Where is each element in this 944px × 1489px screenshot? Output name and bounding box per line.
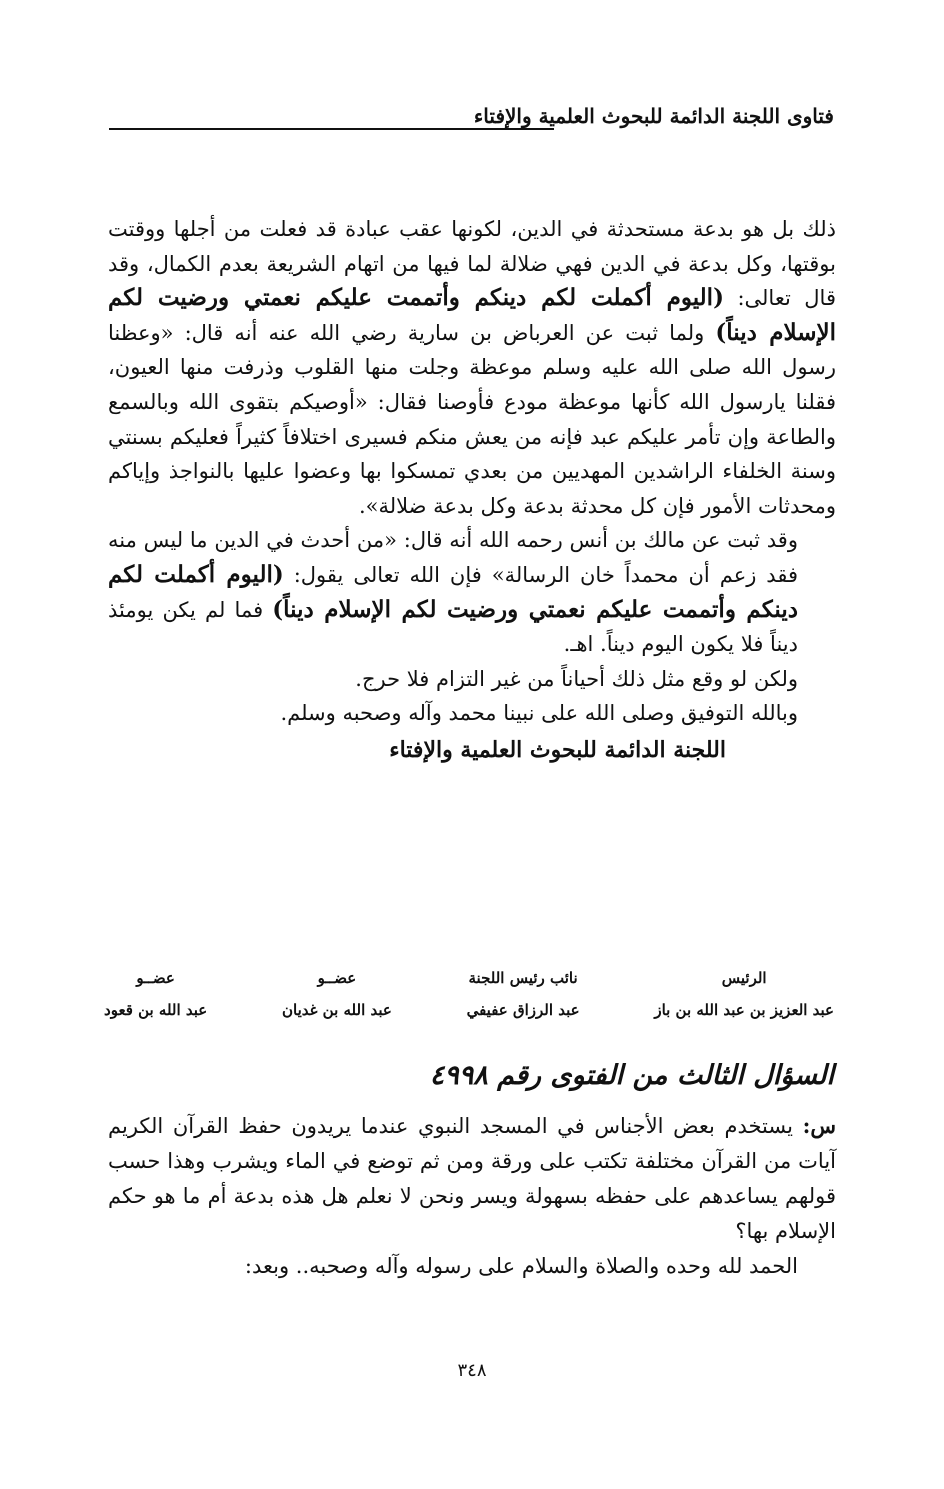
fatwa-body [108,212,836,767]
signature-name: عبد العزيز بن عبد الله بن باز [654,1001,834,1019]
signature-vice-president [467,962,580,1026]
committee-name: اللجنة الدائمة للبحوث العلمية والإفتاء [389,736,726,763]
signature-role: الرئيس [721,969,767,987]
signature-name: عبد الله بن قعود [104,1001,208,1019]
running-header [109,104,834,138]
paragraph-3: ولكن لو وقع مثل ذلك أحياناً من غير التزام فلا حرج. [355,666,798,691]
question-body [108,1108,836,1284]
signature-member-1 [282,962,392,1026]
question-text [108,1108,836,1249]
answer-opening: الحمد لله وحده والصلاة والسلام على رسوله وآله وصحبه.. وبعد: [244,1254,798,1278]
paragraph-2-text-a: وقد ثبت عن مالك بن أنس رحمه الله أنه قال: «من أحدث في الدين ما ليس منه فقد زعم أن محمداً خان الرسالة» فإن الله تعالى يقول: [108,528,798,587]
question-heading: السؤال الثالث من الفتوى رقم ٤٩٩٨ [429,1060,834,1091]
question-label: س: [802,1113,836,1138]
paragraph-2 [108,523,836,661]
paragraph-2-text-b: فما لم يكن يومئذ ديناً فلا يكون اليوم ديناً. اهـ. [108,597,798,657]
signature-role: عضــو [317,969,357,987]
paragraph-1-text-a: ذلك بل هو بدعة مستحدثة في الدين، لكونها عقب عبادة قد فعلت من أجلها ووقتت بوقتها، وكل بدعة في الدين فهي ضلالة لما فيها من اتهام الشريعة بعدم الكمال، وقد قال تعالى: [108,217,836,311]
paragraph-4: وبالله التوفيق وصلى الله على نبينا محمد وآله وصحبه وسلم. [280,701,798,726]
paragraph-1 [108,212,836,523]
quran-verse-2: (اليوم أكملت لكم دينكم وأتممت عليكم نعمتي ورضيت لكم الإسلام ديناً) [108,560,798,623]
signature-president [654,962,834,1026]
paragraph-1-text-b: ولما ثبت عن العرباض بن سارية رضي الله عنه أنه قال: «وعظنا رسول الله صلى الله عليه وسلم موعظة وجلت منها القلوب وذرفت منها العيون، فقلنا يارسول الله كأنها موعظة مودع فأوصنا فقال: «أوصيكم بتقوى الله وبالسمع والطاعة وإن تأمر عليكم عبد فإنه من يعش منكم فسيرى اختلافاً كثيراً فعليكم بسنتي وسنة الخلفاء الراشدين المهديين من بعدي تمسكوا بها وعضوا عليها بالنواجذ وإياكم ومحدثات الأمور فإن كل محدثة بدعة وكل بدعة ضلالة». [108,320,836,518]
page-number: ٣٤٨ [457,1360,487,1381]
signature-name: عبد الرزاق عفيفي [466,1001,580,1019]
signatures-block [104,962,834,1026]
header-rule [109,128,554,130]
header-title: فتاوى اللجنة الدائمة للبحوث العلمية والإفتاء [473,104,834,128]
quran-verse-1: (اليوم أكملت لكم دينكم وأتممت عليكم نعمتي ورضيت لكم الإسلام ديناً) [108,284,836,346]
question-content: يستخدم بعض الأجناس في المسجد النبوي عندما يريدون حفظ القرآن الكريم آيات من القرآن مختلفة تكتب على ورقة ومن ثم توضع في الماء ويشرب وهذا حسب قولهم يساعدهم على حفظه بسهولة ويسر ونحن لا نعلم هل هذه بدعة أم ما هو حكم الإسلام بها؟ [108,1114,836,1243]
signature-role: نائب رئيس اللجنة [468,969,578,987]
signature-member-2 [104,962,207,1026]
signature-name: عبد الله بن غديان [281,1001,392,1019]
signature-role: عضــو [136,969,175,987]
